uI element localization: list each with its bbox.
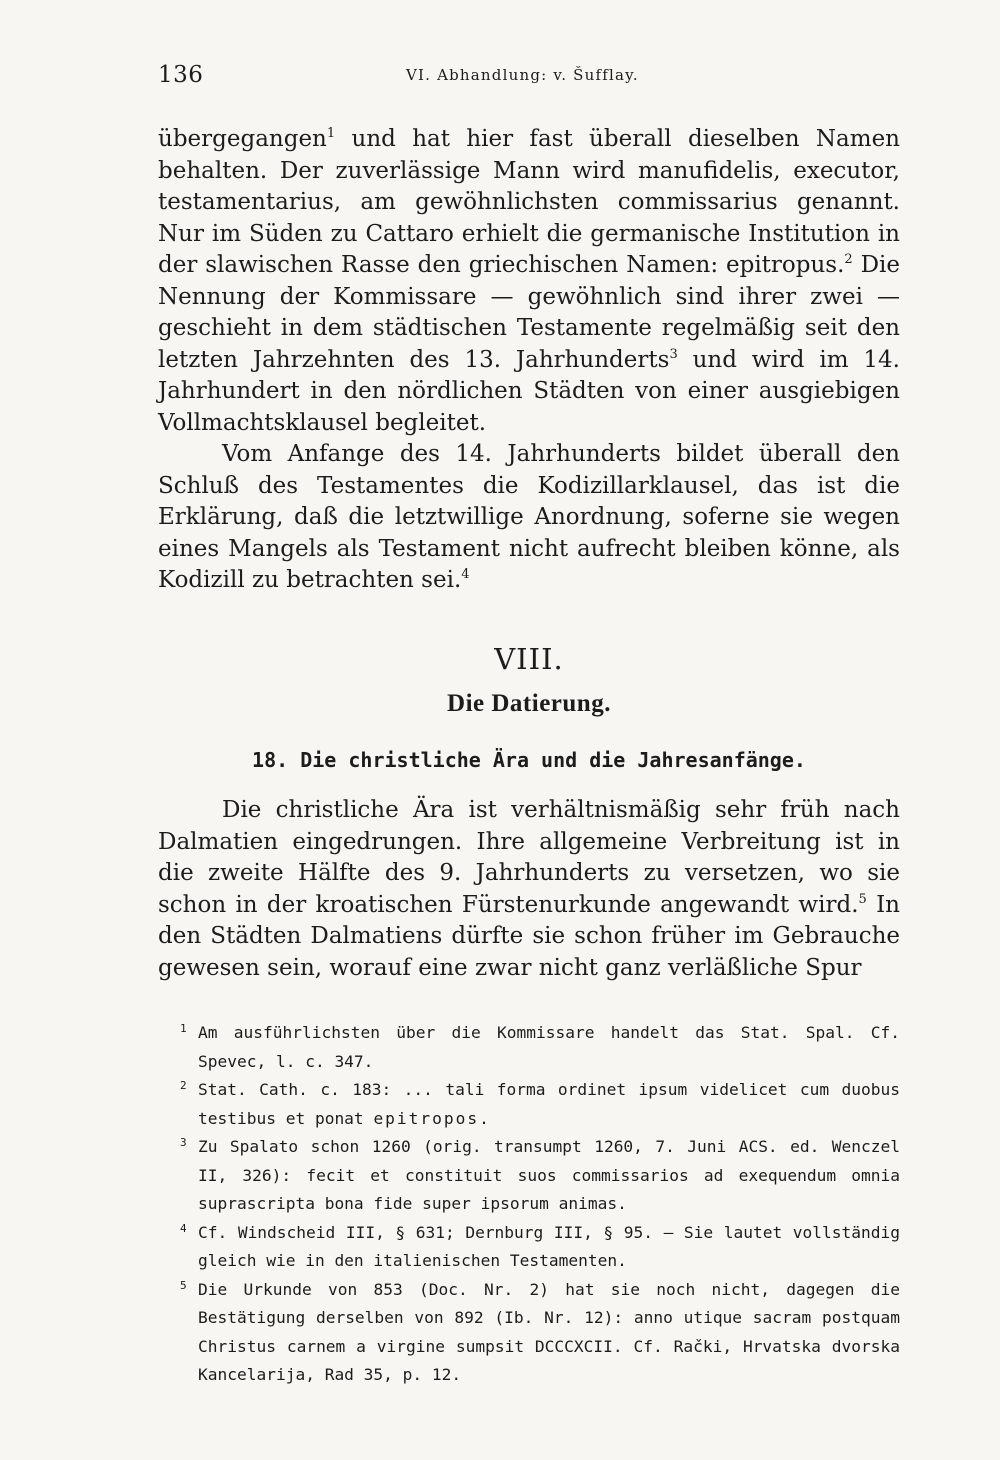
footnote-text: .	[479, 1108, 489, 1128]
chapter-number: VIII.	[494, 642, 564, 676]
text-run: und hat hier fast überall dieselben Namen behalten. Der zuverlässige Mann wird manufidelis, executor, testamentarius, am gewöhnlichsten commissarius genannt. Nur im Süden zu Cattaro erhielt die germanische Institution in der slawischen Rasse den griechischen Namen: epitropus.	[158, 126, 900, 278]
text-run: In den Städten Dalmatiens dürfte sie schon früher im Gebrauche gewesen sein, worauf eine zwar nicht ganz verläßliche Spur	[158, 891, 900, 981]
running-head	[158, 62, 900, 98]
footnotes	[158, 1019, 900, 1390]
footnote	[158, 1133, 900, 1219]
footnote-ref: 5	[858, 891, 867, 907]
section-title: 18. Die christliche Ära und die Jahresanfänge.	[252, 748, 806, 772]
text-run: übergegangen	[158, 126, 327, 152]
text-run: und wird im 14. Jahrhundert in den nördlichen Städten von einer ausgiebigen Vollmachtsklausel begleitet.	[158, 346, 900, 436]
footnote-text: Die Urkunde von 853 (Doc. Nr. 2) hat sie noch nicht, dagegen die Bestätigung derselben von 892 (Ib. Nr. 12): anno utique sacram postquam Christus carnem a virgine sumpsit DCCCXCII. Cf. Rački, Hrvatska dvorska Kancelarija, Rad 35, p. 12.	[198, 1279, 900, 1384]
footnote-ref: 3	[669, 346, 678, 362]
paragraph	[158, 124, 900, 439]
footnote-ref: 2	[844, 252, 853, 267]
footnote-mark: 1	[180, 1022, 187, 1035]
footnote-mark: 4	[180, 1221, 187, 1235]
footnote	[158, 1019, 900, 1076]
page-number: 136	[158, 62, 204, 88]
footnote-spaced-text: epitropos	[373, 1108, 480, 1128]
footnote	[158, 1219, 900, 1276]
footnote-text: Am ausführlichsten über die Kommissare handelt das Stat. Spal. Cf. Spevec, l. c. 347.	[198, 1023, 900, 1071]
footnote	[158, 1076, 900, 1133]
body-text-top	[158, 124, 900, 597]
paragraph	[158, 795, 900, 984]
footnote-text: Cf. Windscheid III, § 631; Dernburg III, § 95. — Sie lautet vollständig gleich wie in den italienischen Testamenten.	[198, 1222, 900, 1270]
footnote-mark: 5	[180, 1278, 187, 1292]
running-head-title: VI. Abhandlung: v. Šufflay.	[406, 66, 639, 84]
footnote-ref: 1	[326, 126, 336, 141]
text-run: Die Nennung der Kommissare — gewöhnlich sind ihrer zwei — geschieht in dem städtischen Testamente regelmäßig seit den letzten Jahrzehnten des 13. Jahrhunderts	[158, 252, 901, 373]
text-run: Vom Anfange des 14. Jahrhunderts bildet überall den Schluß des Testamentes die Kodizillarklausel, das ist die Erklärung, daß die letztwillige Anordnung, soferne sie wegen eines Mangels als Testament nicht aufrecht bleiben könne, als Kodizill zu betrachten sei.	[158, 441, 900, 593]
footnote-ref: 4	[461, 567, 470, 582]
body-text-bottom	[158, 795, 900, 984]
footnote-mark: 2	[180, 1079, 187, 1092]
footnote-text: Zu Spalato schon 1260 (orig. transumpt 1260, 7. Juni ACS. ed. Wenczel II, 326): fecit et constituit suos commissarios ad exequendum omnia suprascripta bona fide super ipsorum animas.	[198, 1137, 900, 1213]
footnote	[158, 1276, 900, 1390]
footnote-text: Stat. Cath. c. 183: ... tali forma ordinet ipsum videlicet cum duobus testibus et ponat	[198, 1080, 900, 1128]
text-run: Die christliche Ära ist verhältnismäßig sehr früh nach Dalmatien eingedrungen. Ihre allgemeine Verbreitung ist in die zweite Hälfte des 9. Jahrhunderts zu versetzen, wo sie schon in der kroatischen Fürstenurkunde angewandt wird.	[158, 797, 900, 918]
paragraph	[158, 439, 900, 597]
chapter-title: Die Datierung.	[447, 690, 611, 717]
footnote-mark: 3	[180, 1136, 187, 1149]
